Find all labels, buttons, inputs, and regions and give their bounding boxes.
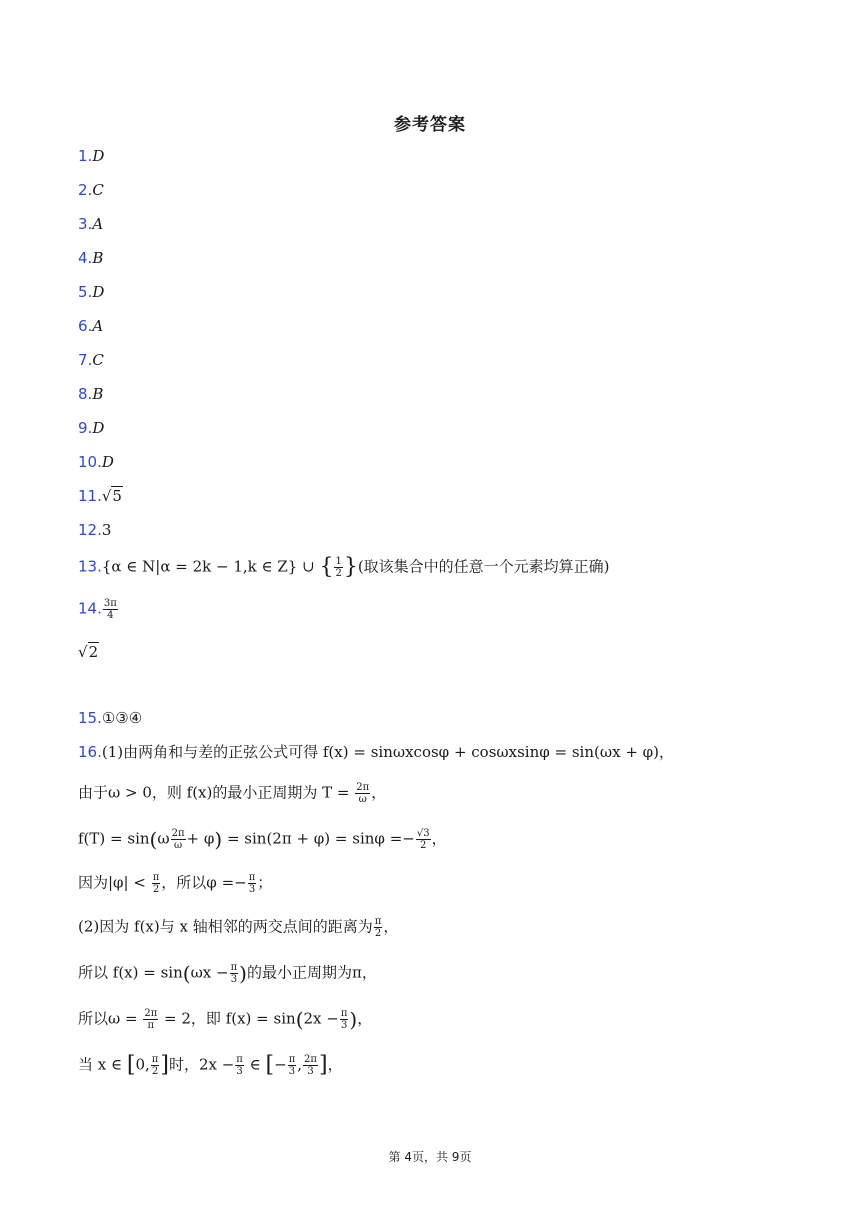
answer-line bbox=[78, 316, 103, 336]
fraction: $\frac{\pi}{2}$ bbox=[152, 872, 160, 895]
answer-text: A bbox=[92, 215, 104, 233]
sqrt-expression bbox=[78, 642, 99, 662]
answer-line bbox=[78, 418, 104, 438]
fraction: $\frac{\pi}{3}$ bbox=[230, 962, 238, 985]
answer-text: ①③④ bbox=[101, 709, 143, 727]
answer-line bbox=[78, 598, 119, 621]
answer-line bbox=[78, 350, 104, 370]
question-number: 14. bbox=[78, 599, 102, 618]
question-number: 11. bbox=[78, 487, 102, 505]
fraction: $\frac{\pi}{3}$ bbox=[288, 1054, 296, 1077]
answer-line bbox=[78, 146, 104, 166]
solution-line: (2)因为 f(x)与 x 轴相邻的两交点间的距离为 $\frac{\pi}{2}$ ， bbox=[78, 916, 399, 939]
question-number: 8. bbox=[78, 385, 93, 403]
set-expression: {α ∈ N|α = 2k − 1,k ∈ Z} ∪ bbox=[101, 557, 320, 576]
radicand: 2 bbox=[88, 643, 99, 661]
solution-line: 由于ω > 0，则 f(x)的最小正周期为 T = $\frac{2\pi}{\omega}$ ， bbox=[78, 782, 387, 805]
fraction: $\frac{1}{2}$ bbox=[335, 556, 342, 579]
fraction: $\frac{2\pi}{\omega}$ bbox=[171, 828, 185, 851]
answer-line bbox=[78, 520, 111, 540]
fraction: $\frac{\pi}{3}$ bbox=[236, 1054, 243, 1077]
solution-text: (1)由两角和与差的正弦公式可得 f(x) = sinωxcosφ + cosωxsinφ = sin(ωx + φ)， bbox=[101, 743, 675, 761]
question-number: 9. bbox=[78, 419, 93, 437]
answer-note: (取该集合中的任意一个元素均算正确) bbox=[357, 557, 610, 576]
fraction: $\frac{2\pi}{\omega}$ bbox=[356, 782, 370, 805]
answer-line: 13.{α ∈ N|α = 2k − 1,k ∈ Z} ∪ { $\frac{1}{2}$ }(取该集合中的任意一个元素均算正确) bbox=[78, 554, 610, 580]
answer-text: C bbox=[92, 351, 104, 369]
fraction: $\frac{\pi}{3}$ bbox=[248, 872, 256, 895]
fraction: $\frac{3\pi}{4}$ bbox=[103, 598, 117, 621]
answer-line bbox=[78, 282, 104, 302]
fraction: $\frac{2\pi}{3}$ bbox=[304, 1054, 317, 1077]
answer-line bbox=[78, 384, 103, 404]
answer-text: D bbox=[92, 419, 105, 437]
answer-line bbox=[78, 214, 103, 234]
answer-text: D bbox=[92, 283, 105, 301]
question-number: 13. bbox=[78, 557, 102, 576]
answer-line bbox=[78, 642, 99, 662]
fraction: $\frac{√3}{2}$ bbox=[416, 828, 430, 851]
question-number: 5. bbox=[78, 283, 93, 301]
answer-line bbox=[78, 248, 103, 268]
fraction: $\frac{\pi}{2}$ bbox=[374, 916, 382, 939]
solution-line: 当 x ∈ [0, $\frac{\pi}{2}$ ]时，2x − $\frac{\pi}{3}$ ∈ [− $\frac{\pi}{3}$ , $\frac{2\pi}{3}$ ]， bbox=[78, 1052, 343, 1078]
answer-line bbox=[78, 180, 104, 200]
answer-text: B bbox=[92, 385, 104, 403]
answer-text: 3 bbox=[101, 521, 112, 539]
radicand: 5 bbox=[112, 487, 122, 505]
answer-text: A bbox=[92, 317, 104, 335]
fraction: $\frac{\pi}{3}$ bbox=[340, 1008, 348, 1031]
solution-line: 所以 f(x) = sin(ωx − $\frac{\pi}{3}$ )的最小正周期为π， bbox=[78, 961, 377, 986]
radical-sign: √ bbox=[101, 487, 112, 505]
answer-text: D bbox=[92, 147, 105, 165]
question-number: 2. bbox=[78, 181, 93, 199]
question-number: 10. bbox=[78, 453, 102, 471]
page-title: 参考答案 bbox=[394, 115, 466, 135]
answer-text: B bbox=[92, 249, 104, 267]
solution-line: 因为|φ| < $\frac{\pi}{2}$ ，所以φ =− $\frac{\pi}{3}$ ； bbox=[78, 872, 273, 895]
fraction: $\frac{\pi}{2}$ bbox=[151, 1054, 159, 1077]
question-number: 15. bbox=[78, 709, 102, 727]
question-number: 3. bbox=[78, 215, 93, 233]
question-number: 6. bbox=[78, 317, 93, 335]
answer-text: D bbox=[101, 453, 114, 471]
radical-sign: √ bbox=[78, 643, 88, 661]
question-number: 4. bbox=[78, 249, 93, 267]
question-number: 7. bbox=[78, 351, 93, 369]
answer-text: C bbox=[92, 181, 104, 199]
question-number: 12. bbox=[78, 521, 102, 539]
solution-line: f(T) = sin(ω $\frac{2\pi}{\omega}$ + φ) = sin(2π + φ) = sinφ =− $\frac{√3}{2}$ ， bbox=[78, 827, 447, 852]
answer-line bbox=[78, 708, 142, 728]
answer-line bbox=[78, 452, 114, 472]
answer-line bbox=[78, 486, 123, 506]
solution-line bbox=[78, 742, 674, 762]
solution-text: 由于ω > 0，则 f(x)的最小正周期为 T = bbox=[78, 783, 355, 802]
question-number: 1. bbox=[78, 147, 93, 165]
page-footer: 第 4页，共 9页 bbox=[388, 1150, 472, 1164]
sqrt-expression bbox=[102, 486, 123, 506]
solution-line: 所以ω = $\frac{2\pi}{\pi}$ = 2，即 f(x) = sin(2x − $\frac{\pi}{3}$ )， bbox=[78, 1007, 373, 1032]
fraction: $\frac{2\pi}{\pi}$ bbox=[144, 1008, 158, 1031]
question-number: 16. bbox=[78, 743, 102, 761]
